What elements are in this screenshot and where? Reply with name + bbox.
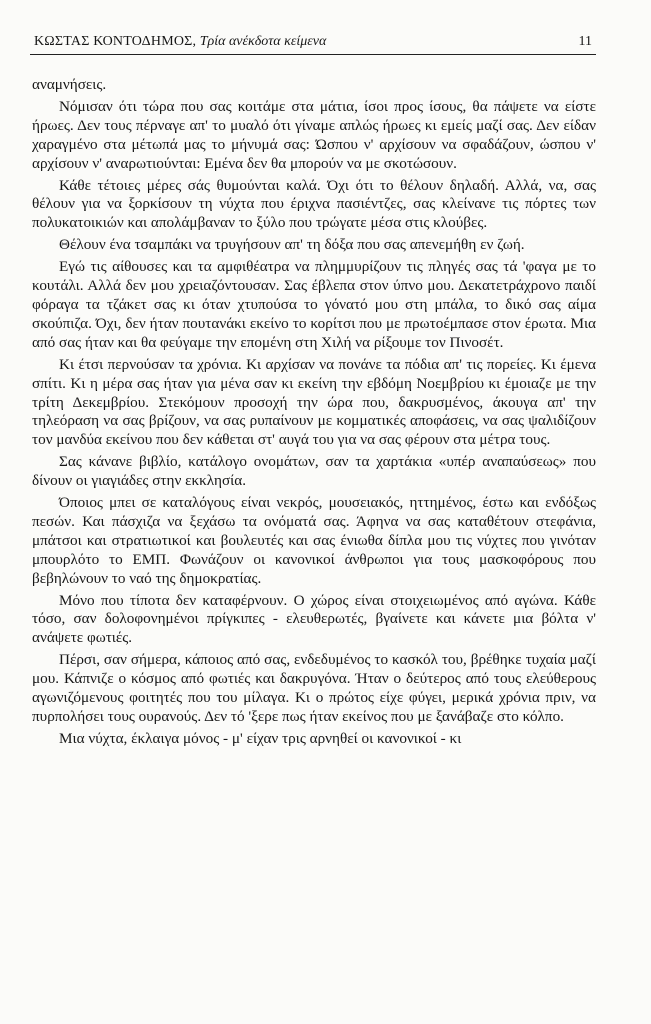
book-title: Τρία ανέκδοτα κείμενα <box>199 34 327 49</box>
paragraph: Εγώ τις αίθουσες και τα αμφιθέατρα να πλημμυρίζουν τις πληγές σας τά 'φαγα με το κουτάλι. Αλλά δεν μου χρειαζόντουσαν. Σας έβλεπα στον ύπνο μου. Δεκατετράχρονο παιδί φόραγα τα τζάκετ σας κι όταν χτυπούσα το γόνατό μου στη μπάλα, το δικό σας αίμα σκούπιζα. Όχι, δεν ήταν πουτανάκι εκείνο το κορίτσι που με πρωτοέμπασε στον έρωτα. Μια από σας ήταν και θα φεύγαμε την επομένη στη Χιλή να ρίξουμε τον Πινοσέτ. <box>32 258 596 351</box>
paragraph: Πέρσι, σαν σήμερα, κάποιος από σας, ενδεδυμένος το κασκόλ του, βρέθηκε τυχαία μαζί μου. Κάπνιζε ο κόσμος από φωτιές και δακρυγόνα. Ήταν ο δεύτερος από τους ελεύθερους αγωνιζόμενους φοιτητές που του μίλαγα. Κι ο πρώτος είχε φύγει, μερικά χρόνια πριν, να πυρπολήσει τους ουρανούς. Δεν τό 'ξερε πως ήταν εκείνος που με ξανάβαζε στο κόλπο. <box>32 651 596 725</box>
paragraph: Όποιος μπει σε καταλόγους είναι νεκρός, μουσειακός, ηττημένος, έστω και ενδόξως πεσών. Και πάσχιζα να ξεχάσω τα ονόματά σας. Άφηνα να σας καταθέτουν στεφάνια, μπάτσοι και στρατιωτικοί και βουλευτές και σας ένιωθα δίπλα μου τις νύχτες που γινόταν μπουρλότο το ΕΜΠ. Φωνάζουν οι κανονικοί άνθρωποι για τους μασκοφόρους που βεβηλώνουν το ναό της δημοκρατίας. <box>32 494 596 587</box>
page-number: 11 <box>578 34 592 49</box>
paragraph: Μόνο που τίποτα δεν καταφέρνουν. Ο χώρος είναι στοιχειωμένος από αγώνα. Κάθε τόσο, σαν δολοφονημένοι πρίγκιπες - ελευθερωτές, βγαίνετε και κάνετε μια βόλτα ν' ανάψετε φωτιές. <box>32 591 596 647</box>
paragraph: Θέλουν ένα τσαμπάκι να τρυγήσουν απ' τη δόξα που σας απενεμήθη εν ζωή. <box>59 236 525 254</box>
paragraph: Σας κάνανε βιβλίο, κατάλογο ονομάτων, σαν τα χαρτάκια «υπέρ αναπαύσεως» που δίνουν οι γιαγιάδες στην εκκλησία. <box>32 453 596 490</box>
paragraph: Μια νύχτα, έκλαιγα μόνος - μ' είχαν τρις αρνηθεί οι κανονικοί - κι <box>59 729 462 747</box>
paragraph: Νόμισαν ότι τώρα που σας κοιτάμε στα μάτια, ίσοι προς ίσους, θα πάψετε να είστε ήρωες. Δεν τους πέρναγε απ' το μυαλό ότι γίναμε απλώς ήρωες κι εμείς μαζί σας. Δεν είδαν χαραγμένο στα μέτωπά μας το μήνυμά σας: Ώσπου ν' αρχίσουν να σφαδάζουν, ώσπου ν' αρχίσουν ν' αναρωτιούνται: Εμένα δεν θα μπορούν να με σκοτώσουν. <box>32 97 596 172</box>
paragraph: Κάθε τέτοιες μέρες σάς θυμούνται καλά. Όχι ότι το θέλουν δηλαδή. Αλλά, να, σας θέλουν για να ξορκίσουν τη νύχτα που έριχνα πασιέντζες, σας κλείνανε τις πόρτες των πολυκατοικιών και απολάμβαναν το ξύλο που τρώγατε μέσα στις κλούβες. <box>32 176 596 232</box>
paragraph: αναμνήσεις. <box>32 76 107 93</box>
author-name: ΚΩΣΤΑΣ ΚΟΝΤΟΔΗΜΟΣ, <box>34 34 197 49</box>
page-header <box>30 28 596 55</box>
body-text <box>32 76 596 752</box>
paragraph: Κι έτσι περνούσαν τα χρόνια. Κι αρχίσαν να πονάνε τα πόδια απ' τις πορείες. Κι έμενα σπίτι. Κι η μέρα σας ήταν για μένα σαν κι εκείνη την εβδόμη Νοεμβρίου κι έμοιαζε με την τρίτη Δεκεμβρίου. Στεκόμουν προσοχή την ώρα που, δακρυσμένος, άκουγα απ' την τηλεόραση να σας βρίζουν, να σας ρυπαίνουν με κομματικές αποφάσεις, να σας ψαλιδίζουν τον μανδύα εκείνου που δεν κάθεται στ' αυγά του για να σας φέρουν στα μέτρα τους. <box>32 355 596 449</box>
running-head <box>34 34 326 50</box>
